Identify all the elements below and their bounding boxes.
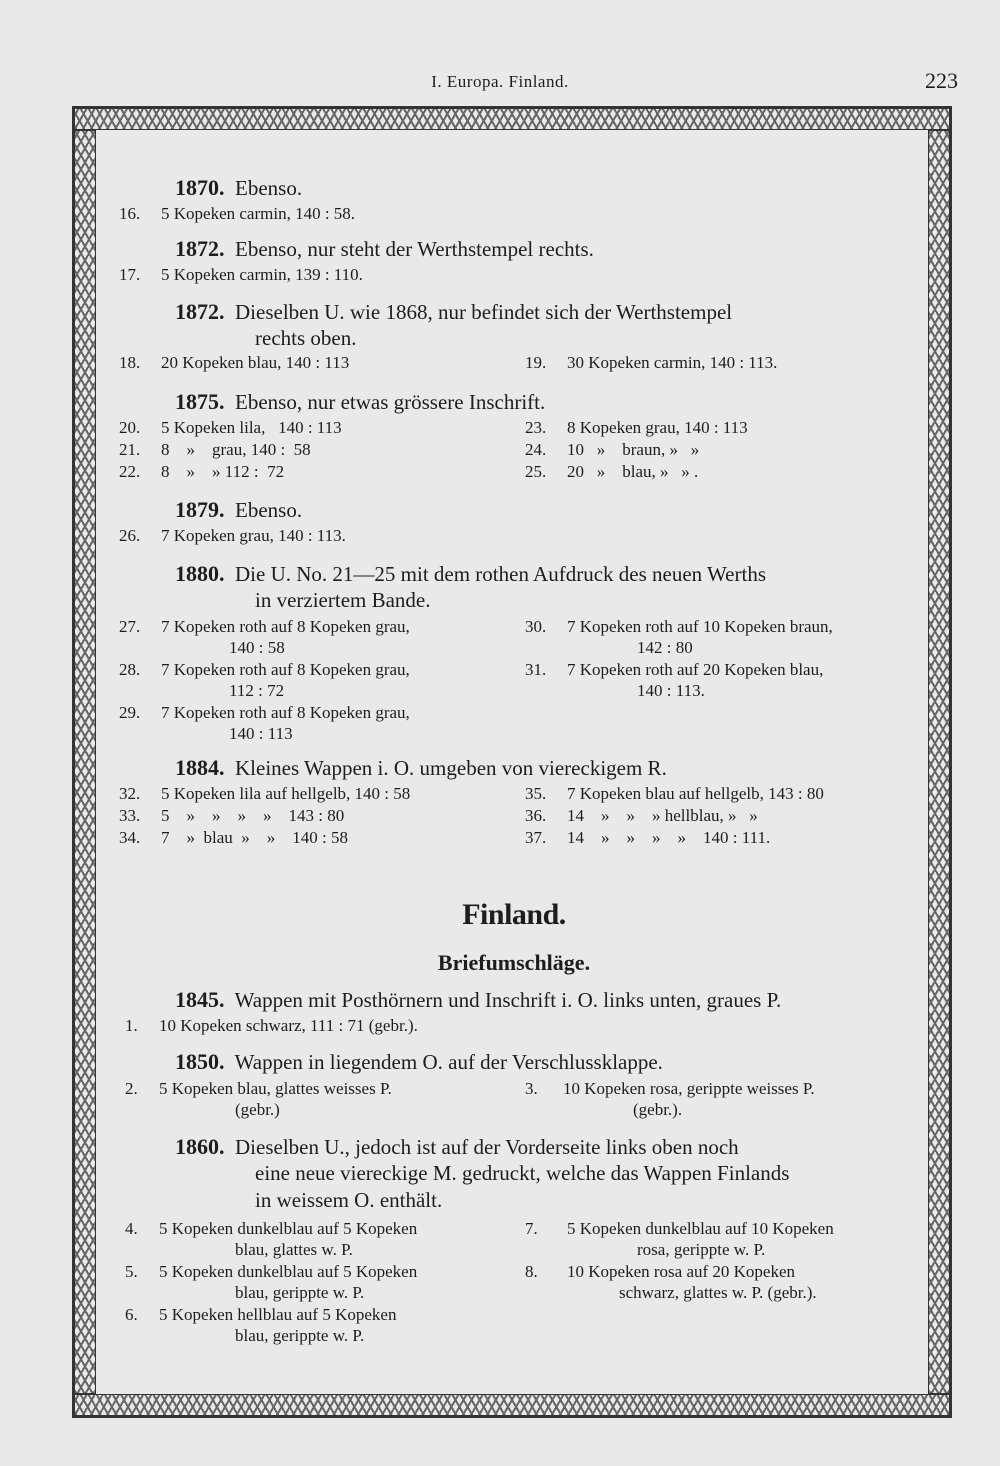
ornamental-frame <box>72 106 952 1418</box>
entry-env-7-cont: rosa, gerippte w. P. <box>637 1240 766 1259</box>
section-1884-heading: 1884. Kleines Wappen i. O. umgeben von viereckigem R. <box>175 755 667 780</box>
entry-28: 28. 7 Kopeken roth auf 8 Kopeken grau, <box>119 660 410 679</box>
section-1872a-heading: 1872. Ebenso, nur steht der Werthstempel rechts. <box>175 236 594 261</box>
entry-37: 37. 14 » » » » 140 : 111. <box>525 828 771 847</box>
ornament-border-left <box>74 130 96 1394</box>
section-1879-heading: 1879. Ebenso. <box>175 497 303 522</box>
section-1860-heading-cont-2: in weissem O. enthält. <box>255 1188 443 1212</box>
section-1860-heading-cont-1: eine neue viereckige M. gedruckt, welche das Wappen Finlands <box>255 1161 790 1185</box>
entry-env-5-cont: blau, gerippte w. P. <box>235 1283 365 1302</box>
section-1872b-heading: 1872. Dieselben U. wie 1868, nur befindet sich der Werthstempel <box>175 299 733 324</box>
entry-21: 21. 8 » grau, 140 : 58 <box>119 440 311 459</box>
section-1850-heading: 1850. Wappen in liegendem O. auf der Verschlussklappe. <box>175 1049 663 1074</box>
running-head-title: I. Europa. Finland. <box>431 72 569 91</box>
entry-29-measure: 140 : 113 <box>229 724 293 743</box>
section-1872b-heading-cont: rechts oben. <box>255 326 357 350</box>
page-number: 223 <box>925 68 958 93</box>
running-header <box>0 68 1000 98</box>
entry-env-8-cont: schwarz, glattes w. P. (gebr.). <box>619 1283 817 1302</box>
entry-23: 23. 8 Kopeken grau, 140 : 113 <box>525 418 748 437</box>
section-1860-heading: 1860. Dieselben U., jedoch ist auf der Vorderseite links oben noch <box>175 1134 739 1159</box>
section-1870-heading: 1870. Ebenso. <box>175 175 303 200</box>
entry-env-1: 1. 10 Kopeken schwarz, 111 : 71 (gebr.). <box>125 1016 418 1035</box>
entry-17: 17. 5 Kopeken carmin, 139 : 110. <box>119 265 363 284</box>
entry-25: 25. 20 » blau, » » . <box>525 462 699 481</box>
entry-env-4: 4. 5 Kopeken dunkelblau auf 5 Kopeken <box>125 1219 418 1238</box>
entry-env-6-cont: blau, gerippte w. P. <box>235 1326 365 1345</box>
entry-24: 24. 10 » braun, » » <box>525 440 700 459</box>
entry-28-measure: 112 : 72 <box>229 681 285 700</box>
section-subtitle: Briefumschläge. <box>437 950 591 975</box>
entry-16: 16. 5 Kopeken carmin, 140 : 58. <box>119 204 356 223</box>
entry-35: 35. 7 Kopeken blau auf hellgelb, 143 : 80 <box>525 784 824 803</box>
entry-18: 18. 20 Kopeken blau, 140 : 113 <box>119 353 350 372</box>
entry-env-6: 6. 5 Kopeken hellblau auf 5 Kopeken <box>125 1305 397 1324</box>
entry-env-5: 5. 5 Kopeken dunkelblau auf 5 Kopeken <box>125 1262 418 1281</box>
entry-29: 29. 7 Kopeken roth auf 8 Kopeken grau, <box>119 703 410 722</box>
section-1875-heading: 1875. Ebenso, nur etwas grössere Inschrift. <box>175 389 546 414</box>
entry-27-measure: 140 : 58 <box>229 638 285 657</box>
entry-34: 34. 7 » blau » » 140 : 58 <box>119 828 348 847</box>
entry-env-2: 2. 5 Kopeken blau, glattes weisses P. <box>125 1079 392 1098</box>
entry-19: 19. 30 Kopeken carmin, 140 : 113. <box>525 353 778 372</box>
entry-26: 26. 7 Kopeken grau, 140 : 113. <box>119 526 346 545</box>
entry-33: 33. 5 » » » » 143 : 80 <box>119 806 345 825</box>
entry-32: 32. 5 Kopeken lila auf hellgelb, 140 : 58 <box>119 784 411 803</box>
entry-env-3-note: (gebr.). <box>633 1100 683 1119</box>
ornament-border-top <box>74 108 950 130</box>
entry-env-7: 7. 5 Kopeken dunkelblau auf 10 Kopeken <box>525 1219 834 1238</box>
entry-env-2-note: (gebr.) <box>235 1100 280 1119</box>
entry-22: 22. 8 » » 112 : 72 <box>119 462 285 481</box>
ornament-border-right <box>928 130 950 1394</box>
ornament-border-bottom <box>74 1394 950 1416</box>
section-1880-heading: 1880. Die U. No. 21—25 mit dem rothen Aufdruck des neuen Werths <box>175 561 766 586</box>
entry-20: 20. 5 Kopeken lila, 140 : 113 <box>119 418 342 437</box>
entry-30-measure: 142 : 80 <box>637 638 693 657</box>
entry-env-8: 8. 10 Kopeken rosa auf 20 Kopeken <box>525 1262 796 1281</box>
entry-36: 36. 14 » » » hellblau, » » <box>525 806 758 825</box>
entry-27: 27. 7 Kopeken roth auf 8 Kopeken grau, <box>119 617 410 636</box>
entry-30: 30. 7 Kopeken roth auf 10 Kopeken braun, <box>525 617 833 636</box>
section-1880-heading-cont: in verziertem Bande. <box>255 588 431 612</box>
entry-env-4-cont: blau, glattes w. P. <box>235 1240 353 1259</box>
entry-31: 31. 7 Kopeken roth auf 20 Kopeken blau, <box>525 660 824 679</box>
section-1845-heading: 1845. Wappen mit Posthörnern und Inschrift i. O. links unten, graues P. <box>175 987 782 1012</box>
entry-31-measure: 140 : 113. <box>637 681 705 700</box>
country-title: Finland. <box>462 898 566 931</box>
entry-env-3: 3. 10 Kopeken rosa, gerippte weisses P. <box>525 1079 815 1098</box>
